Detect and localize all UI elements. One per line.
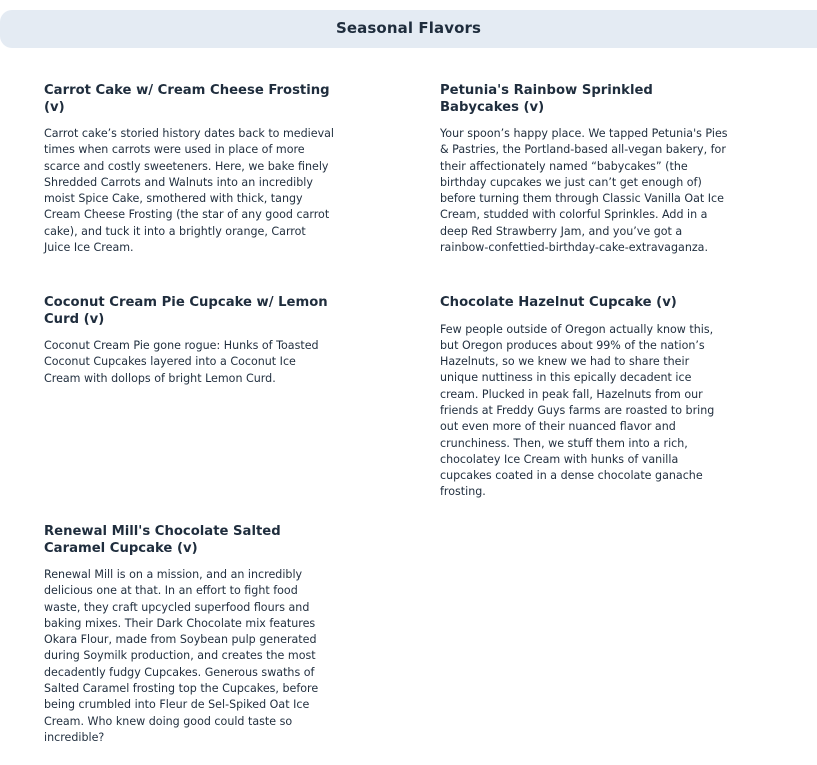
flavor-description: Carrot cake’s storied history dates back to medieval times when carrots were used in place of more scarce and costly sweeteners. Here, we bake finely Shredded Carrots and Walnuts into an incredibly moist Spice Cake, smothered with thick, tangy Cream Cheese Frosting (the star of any good carrot cake), and tuck it into a brightly orange, Carrot Juice Ice Cream. [44,127,335,255]
flavor-item-rainbow-babycakes [440,83,730,256]
flavor-description: Your spoon’s happy place. We tapped Petunia's Pies & Pastries, the Portland-based all-vegan bakery, for their affectionately named “babycakes” (the birthday cupcakes we just can’t get enough of) before turning them through Classic Vanilla Oat Ice Cream, studded with colorful Sprinkles. Add in a deep Red Strawberry Jam, and you’ve got a rainbow-confettied-birthday-cake-extravaganza. [440,127,728,255]
flavor-item-chocolate-hazelnut [440,295,730,501]
flavor-item-salted-caramel [44,524,334,746]
flavor-title: Chocolate Hazelnut Cupcake (v) [440,295,677,310]
flavor-description: Coconut Cream Pie gone rogue: Hunks of Toasted Coconut Cupcakes layered into a Coconut Ice Cream with dollops of bright Lemon Curd. [44,339,319,385]
flavor-item-carrot-cake [44,83,334,256]
flavor-description: Few people outside of Oregon actually know this, but Oregon produces about 99% of the nation’s Hazelnuts, so we knew we had to share their unique nuttiness in this epically decadent ice cream. Plucked in peak fall, Hazelnuts from our friends at Freddy Guys farms are roasted to bring out even more of their nuanced flavor and crunchiness. Then, we stuff them into a rich, chocolatey Ice Cream with hunks of vanilla cupcakes coated in a dense chocolate ganache frosting. [440,322,715,499]
flavor-title: Carrot Cake w/ Cream Cheese Frosting (v) [44,83,330,115]
section-title: Seasonal Flavors [335,19,481,37]
flavor-title: Petunia's Rainbow Sprinkled Babycakes (v) [440,83,653,115]
flavor-title: Coconut Cream Pie Cupcake w/ Lemon Curd (v) [44,295,328,327]
flavor-item-coconut-cream-pie [44,295,334,387]
flavor-description: Renewal Mill is on a mission, and an incredibly delicious one at that. In an effort to fight food waste, they craft upcycled superfood flours and baking mixes. Their Dark Chocolate mix features Okara Flour, made from Soybean pulp generated during Soymilk production, and creates the most decadently fudgy Cupcakes. Generous swaths of Salted Caramel frosting top the Cupcakes, before being crumbled into Fleur de Sel-Spiked Oat Ice Cream. Who knew doing good could taste so incredible? [44,568,319,744]
flavor-title: Renewal Mill's Chocolate Salted Caramel Cupcake (v) [44,524,281,556]
